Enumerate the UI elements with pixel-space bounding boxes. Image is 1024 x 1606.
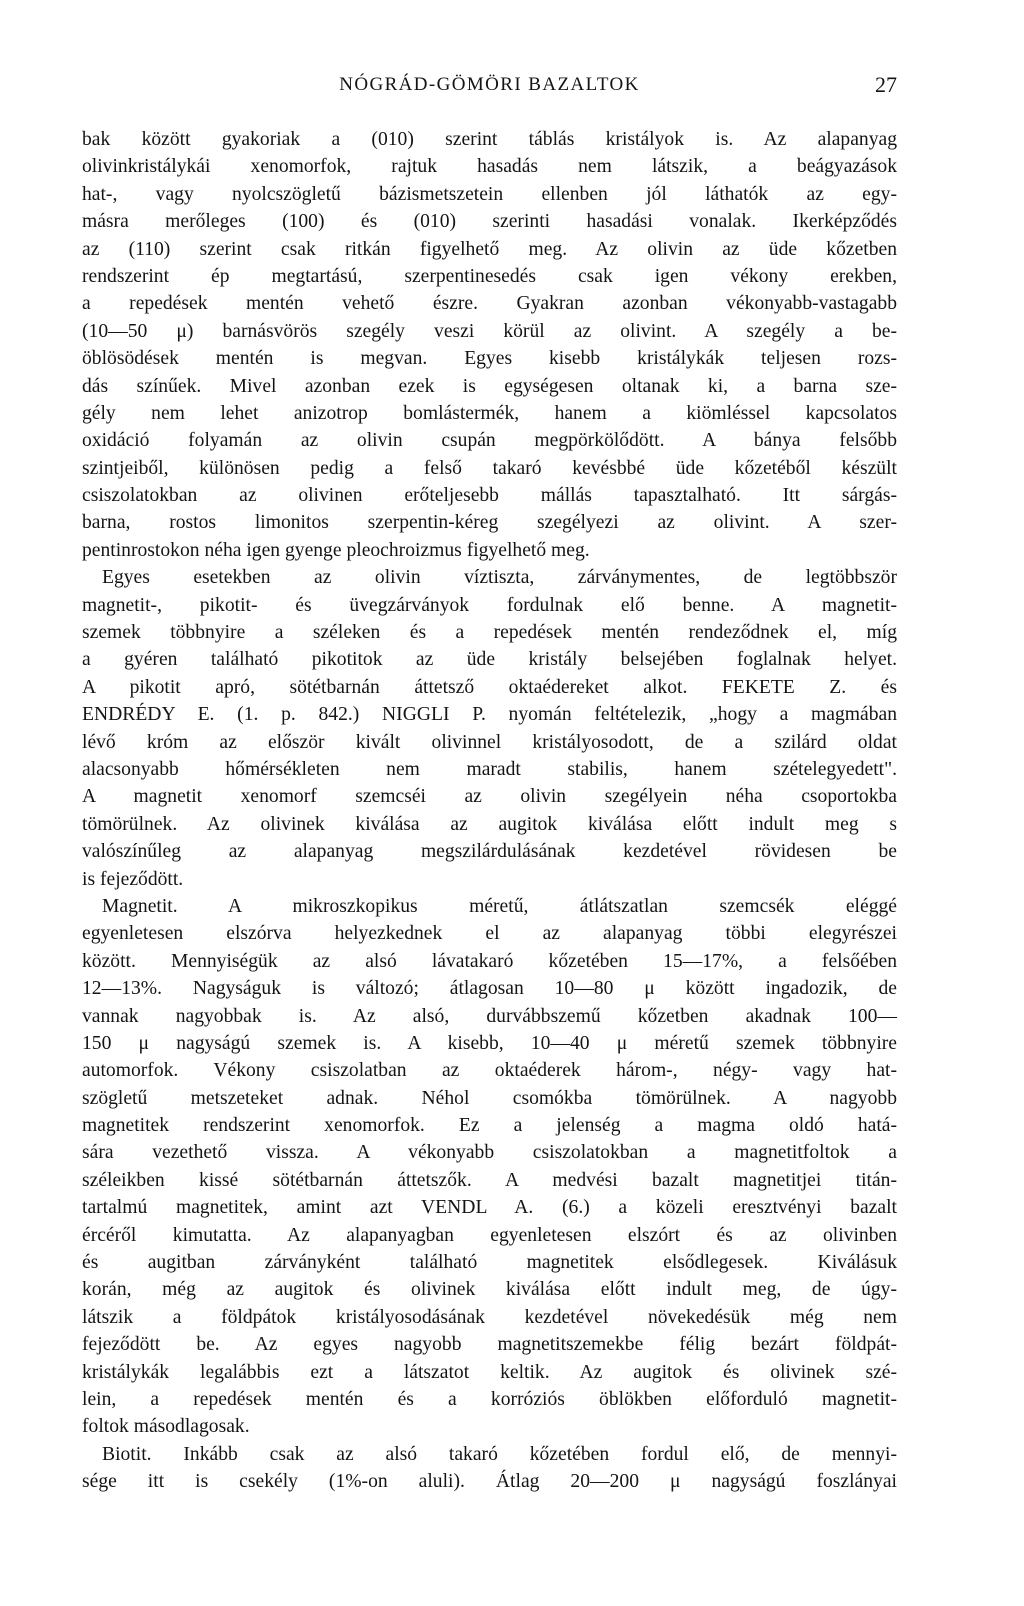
page-header xyxy=(82,72,897,102)
text-line: egyenletesen elszórva helyezkednek el az alapanyag többi elegyrészei xyxy=(82,923,897,945)
text-line: másra merőleges (100) és (010) szerinti hasadási vonalak. Ikerképződés xyxy=(82,211,897,233)
text-line: tartalmú magnetitek, amint azt VENDL A. (6.) a közeli eresztvényi bazalt xyxy=(82,1197,897,1219)
text-line: valószínűleg az alapanyag megszilárdulásának kezdetével rövidesen be xyxy=(82,841,897,863)
text-line: foltok másodlagosak. xyxy=(82,1416,250,1438)
text-line: Magnetit. A mikroszkopikus méretű, átlátszatlan szemcsék eléggé xyxy=(102,895,897,917)
text-line: sége itt is csekély (1%-on aluli). Átlag 20—200 μ nagyságú foszlányai xyxy=(82,1471,897,1493)
text-line: szintjeiből, különösen pedig a felső takaró kevésbbé üde kőzetéből készült xyxy=(82,457,897,479)
text-line: ENDRÉDY E. (1. p. 842.) NIGGLI P. nyomán feltételezik, „hogy a magmában xyxy=(82,704,897,726)
page-number: 27 xyxy=(875,72,897,97)
text-line: csiszolatokban az olivinen erőteljesebb mállás tapasztalható. Itt sárgás- xyxy=(82,485,897,507)
text-line: olivinkristálykái xenomorfok, rajtuk hasadás nem látszik, a beágyazások xyxy=(82,156,897,178)
text-line: (10—50 μ) barnásvörös szegély veszi körül az olivint. A szegély a be- xyxy=(82,320,897,342)
text-line: automorfok. Vékony csiszolatban az oktaéderek három-, négy- vagy hat- xyxy=(82,1060,897,1082)
text-line: az (110) szerint csak ritkán figyelhető meg. Az olivin az üde kőzetben xyxy=(82,238,897,260)
text-line: 12—13%. Nagyságuk is változó; átlagosan 10—80 μ között ingadozik, de xyxy=(82,978,897,1000)
text-line: és augitban zárványként található magnetitek elsődlegesek. Kiválásuk xyxy=(82,1252,897,1274)
text-line: gély nem lehet anizotrop bomlástermék, hanem a kiömléssel kapcsolatos xyxy=(82,402,897,424)
text-line: öblösödések mentén is megvan. Egyes kisebb kristálykák teljesen rozs- xyxy=(82,348,897,370)
text-line: szemek többnyire a széleken és a repedések mentén rendeződnek el, míg xyxy=(82,622,897,644)
text-line: barna, rostos limonitos szerpentin-kéreg szegélyezi az olivint. A szer- xyxy=(82,512,897,534)
text-line: korán, még az augitok és olivinek kiválása előtt indult meg, de úgy- xyxy=(82,1279,897,1301)
text-line: sára vezethető vissza. A vékonyabb csiszolatokban a magnetitfoltok a xyxy=(82,1142,897,1164)
text-line: Egyes esetekben az olivin víztiszta, zárványmentes, de legtöbbször xyxy=(102,567,897,589)
text-line: hat-, vagy nyolcszögletű bázismetszetein ellenben jól láthatók az egy- xyxy=(82,183,897,205)
body-text xyxy=(82,126,897,1496)
running-title: NÓGRÁD-GÖMÖRI BAZALTOK xyxy=(339,74,640,95)
text-line: fejeződött be. Az egyes nagyobb magnetitszemekbe félig bezárt földpát- xyxy=(82,1334,897,1356)
text-line: kristálykák legalábbis ezt a látszatot keltik. Az augitok és olivinek szé- xyxy=(82,1361,897,1383)
text-line: ércéről kimutatta. Az alapanyagban egyenletesen elszórt és az olivinben xyxy=(82,1224,897,1246)
text-line: széleikben kissé sötétbarnán áttetszők. A medvési bazalt magnetitjei titán- xyxy=(82,1169,897,1191)
text-line: Biotit. Inkább csak az alsó takaró kőzetében fordul elő, de mennyi- xyxy=(102,1443,897,1465)
text-line: 150 μ nagyságú szemek is. A kisebb, 10—40 μ méretű szemek többnyire xyxy=(82,1032,897,1054)
text-line: dás színűek. Mivel azonban ezek is egységesen oltanak ki, a barna sze- xyxy=(82,375,897,397)
text-line: lein, a repedések mentén és a korróziós öblökben előforduló magnetit- xyxy=(82,1388,897,1410)
text-line: a repedések mentén vehető észre. Gyakran azonban vékonyabb-vastagabb xyxy=(82,293,897,315)
text-line: látszik a földpátok kristályosodásának kezdetével növekedésük még nem xyxy=(82,1306,897,1328)
text-line: bak között gyakoriak a (010) szerint táblás kristályok is. Az alapanyag xyxy=(82,129,897,150)
text-line: pentinrostokon néha igen gyenge pleochroizmus figyelhető meg. xyxy=(82,539,590,561)
text-line: alacsonyabb hőmérsékleten nem maradt stabilis, hanem szételegyedett". xyxy=(82,758,897,780)
text-line: tömörülnek. Az olivinek kiválása az augitok kiválása előtt indult meg s xyxy=(82,813,897,835)
text-line: magnetit-, pikotit- és üvegzárványok fordulnak elő benne. A magnetit- xyxy=(82,594,897,616)
text-line: A pikotit apró, sötétbarnán áttetsző oktaédereket alkot. FEKETE Z. és xyxy=(82,676,897,698)
text-line: A magnetit xenomorf szemcséi az olivin szegélyein néha csoportokba xyxy=(82,786,897,808)
text-line: vannak nagyobbak is. Az alsó, durvábbszemű kőzetben akadnak 100— xyxy=(82,1005,897,1027)
text-line: rendszerint ép megtartású, szerpentinesedés csak igen vékony erekben, xyxy=(82,265,897,287)
text-line: magnetitek rendszerint xenomorfok. Ez a jelenség a magma oldó hatá- xyxy=(82,1115,897,1137)
text-line: oxidáció folyamán az olivin csupán megpörkölődött. A bánya felsőbb xyxy=(82,430,897,452)
text-line: szögletű metszeteket adnak. Néhol csomókba tömörülnek. A nagyobb xyxy=(82,1087,897,1109)
text-line: a gyéren található pikotitok az üde kristály belsejében foglalnak helyet. xyxy=(82,649,897,671)
text-line: lévő króm az először kivált olivinnel kristályosodott, de a szilárd oldat xyxy=(82,731,897,753)
text-line: is fejeződött. xyxy=(82,868,184,890)
text-line: között. Mennyiségük az alsó lávatakaró kőzetében 15—17%, a felsőében xyxy=(82,950,897,972)
